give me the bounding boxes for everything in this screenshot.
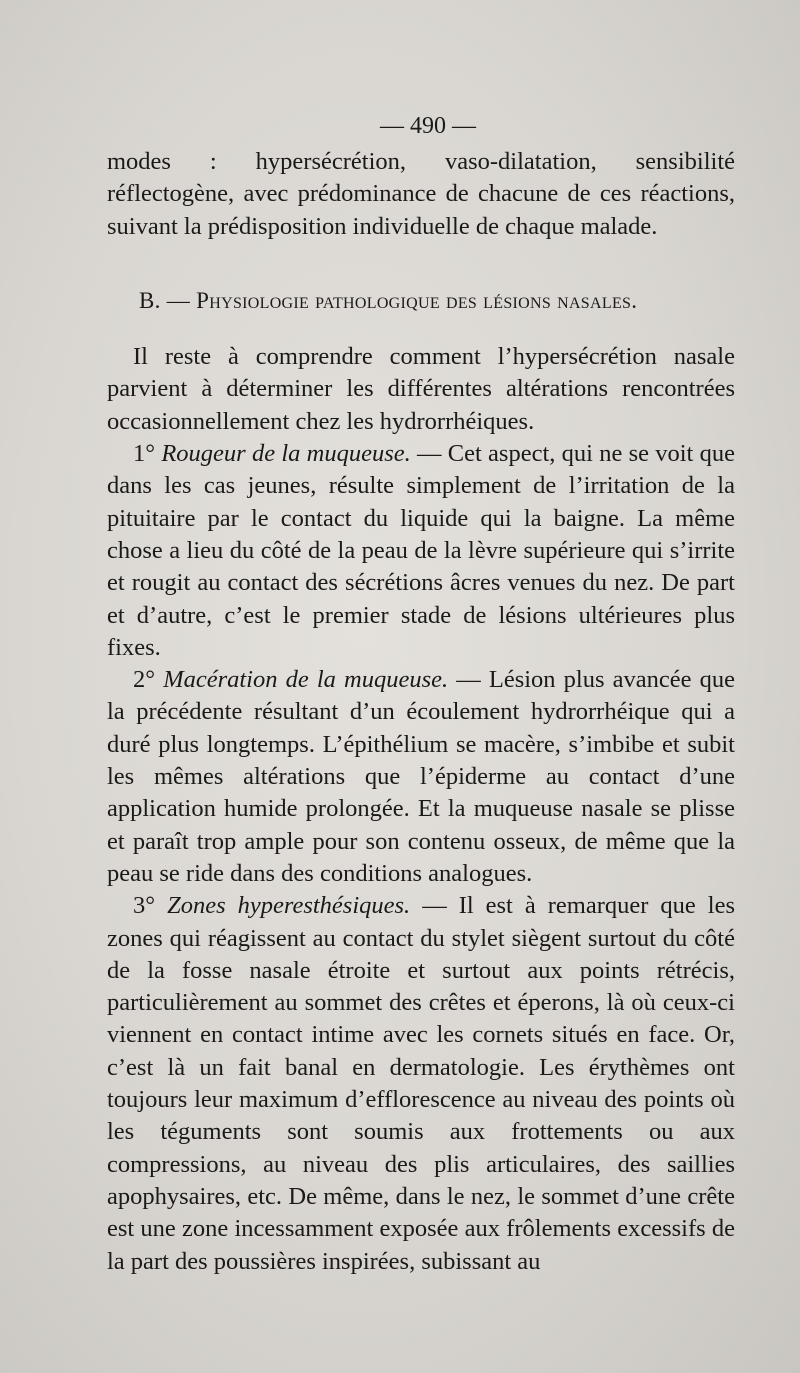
item-rougeur	[107, 438, 735, 664]
section-letter: B.	[139, 287, 161, 313]
page-text	[107, 110, 735, 1278]
item-number: 1°	[133, 440, 156, 468]
item-body: — Lésion plus avancée que la précédente résultant d’un écoulement hydrorrhéique qui a duré plus longtemps. L’épithélium se macère, s’imbibe et subit les mêmes altérations que l’épiderme au contact d’une application humide prolongée. Et la muqueuse nasale se plisse et paraît trop ample pour son contenu osseux, de même que la peau se ride dans des conditions analogues.	[107, 666, 735, 887]
item-number: 2°	[133, 666, 156, 694]
item-title: Rougeur de la muqueuse.	[161, 440, 411, 468]
section-title: Physiologie pathologique des lésions nasales.	[196, 287, 638, 313]
item-number: 3°	[133, 892, 156, 920]
paragraph-continuation: modes : hypersécrétion, vaso-dilatation, sensibilité réflectogène, avec prédominance de chacune de ces réactions, suivant la prédisposition individuelle de chaque malade.	[107, 148, 735, 240]
page-number: — 490 —	[380, 113, 476, 139]
item-maceration	[107, 664, 735, 890]
section-dash: —	[166, 287, 191, 313]
section-heading	[107, 285, 735, 317]
item-body: — Cet aspect, qui ne se voit que dans les cas jeunes, résulte simplement de l’irritation de la pituitaire par le contact du liquide qui la baigne. La même chose a lieu du côté de la peau de la lèvre supérieure qui s’irrite et rougit au contact des sécrétions âcres venues du nez. De part et d’autre, c’est le premier stade de lésions ultérieures plus fixes.	[107, 440, 735, 661]
intro-paragraph: Il reste à comprendre comment l’hypersécrétion nasale parvient à déterminer les différentes altérations rencontrées occasionnellement chez les hydrorrhéiques.	[107, 343, 735, 435]
item-title: Zones hyperesthésiques.	[167, 892, 411, 920]
item-body: — Il est à remarquer que les zones qui réagissent au contact du stylet siègent surtout du côté de la fosse nasale étroite et surtout aux points rétrécis, particulièrement au sommet des crêtes et éperons, là où ceux-ci viennent en contact intime avec les cornets situés en face. Or, c’est là un fait banal en dermatologie. Les érythèmes ont toujours leur maximum d’efflorescence au niveau des points où les téguments sont soumis aux frottements ou aux compressions, au niveau des plis articulaires, des saillies apophysaires, etc. De même, dans le nez, le sommet d’une crête est une zone incessamment exposée aux frôlements excessifs de la part des poussières inspirées, subissant au	[107, 892, 735, 1275]
item-zones	[107, 890, 735, 1278]
item-title: Macération de la muqueuse.	[163, 666, 449, 694]
